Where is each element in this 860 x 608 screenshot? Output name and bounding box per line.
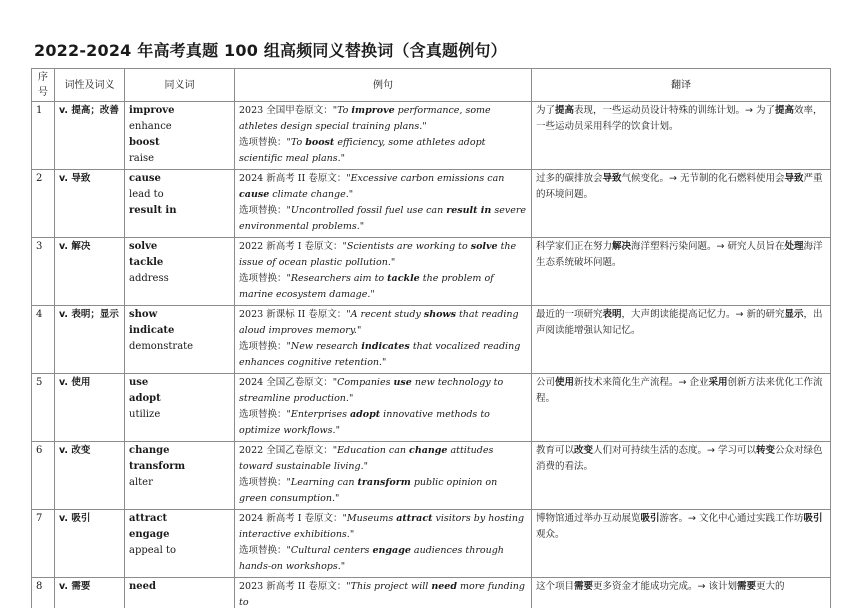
example-text: "Uncontrolled fossil fuel use can xyxy=(286,205,447,216)
synonym-word: indicate xyxy=(129,325,175,336)
table-row xyxy=(32,510,831,578)
example-source-label: 2022 全国乙卷原文： xyxy=(239,445,333,456)
example-replacement xyxy=(239,475,527,507)
example-keyword: improve xyxy=(351,105,395,116)
translation-text: 更大的 xyxy=(756,581,785,592)
translation-keyword: 使用 xyxy=(555,377,575,388)
example-text: "New research xyxy=(286,341,362,352)
synonym-word: engage xyxy=(129,529,170,540)
translation-text: 新技术来简化生产流程。→ 企业 xyxy=(574,377,709,388)
translation-keyword: 吸引 xyxy=(640,513,660,524)
translation-cell xyxy=(532,442,831,510)
example-text: "Education can xyxy=(332,445,410,456)
table-row xyxy=(32,578,831,608)
translation-keyword: 导致 xyxy=(602,173,622,184)
synonym-word: raise xyxy=(129,153,154,164)
document-title: 2022-2024 年高考真题 100 组高频同义替换词（含真题例句） xyxy=(34,41,507,60)
example-text: "Researchers aim to xyxy=(286,273,388,284)
synonym-word: result in xyxy=(129,205,177,216)
example-replacement xyxy=(239,543,527,575)
part-of-speech: v. 使用 xyxy=(55,374,125,442)
synonym-word: boost xyxy=(129,137,160,148)
example-keyword: change xyxy=(409,445,448,456)
translation-text: 科学家们正在努力 xyxy=(536,241,613,252)
translation-text: 观众。 xyxy=(536,529,565,540)
row-number: 3 xyxy=(32,238,55,306)
translation-keyword: 导致 xyxy=(784,173,804,184)
synonym-word: cause xyxy=(129,173,161,184)
example-text: "Companies xyxy=(332,377,394,388)
row-number: 7 xyxy=(32,510,55,578)
example-original xyxy=(239,375,527,407)
example-original xyxy=(239,307,527,339)
example-text: climate change." xyxy=(269,189,354,200)
example-text: audiences through hands-on workshops." xyxy=(239,545,504,572)
header-pos: 词性及词义 xyxy=(55,69,125,102)
translation-text: 气候变化。→ 无节制的化石燃料使用会 xyxy=(621,173,785,184)
part-of-speech: v. 需要 xyxy=(55,578,125,608)
part-of-speech: v. 吸引 xyxy=(55,510,125,578)
translation-text: ，出声阅读能增强认知记忆。 xyxy=(536,309,823,336)
example-text: "Scientists are working to xyxy=(342,241,471,252)
example-source-label: 2024 新高考 II 卷原文： xyxy=(239,173,347,184)
translation-text: 为了 xyxy=(536,105,556,116)
example-replacement xyxy=(239,407,527,439)
example-text: the issue of ocean plastic pollution." xyxy=(239,241,517,268)
translation-text: 创新方法来优化工作流程。 xyxy=(536,377,823,404)
example-cell xyxy=(235,238,532,306)
translation-cell xyxy=(532,102,831,170)
translation-keyword: 表明 xyxy=(602,309,622,320)
table-header-row xyxy=(32,69,831,102)
example-text: the problem of marine ecosystem damage." xyxy=(239,273,494,300)
example-text: "Enterprises xyxy=(286,409,350,420)
example-keyword: cause xyxy=(239,189,270,200)
translation-text: 效率，一些运动员采用科学的饮食计划。 xyxy=(536,105,823,132)
example-original xyxy=(239,103,527,135)
example-keyword: boost xyxy=(305,137,335,148)
table-row xyxy=(32,170,831,238)
example-text: that vocalized reading enhances cognitive retention." xyxy=(239,341,521,368)
translation-keyword: 提高 xyxy=(555,105,575,116)
synonyms-cell xyxy=(125,442,235,510)
synonym-word: improve xyxy=(129,105,175,116)
part-of-speech: v. 改变 xyxy=(55,442,125,510)
example-replacement xyxy=(239,339,527,371)
example-text: new technology to streamline production." xyxy=(239,377,504,404)
synonym-word: transform xyxy=(129,461,186,472)
example-text: severe environmental problems." xyxy=(239,205,526,232)
example-text: attitudes toward sustainable living." xyxy=(239,445,494,472)
table-row xyxy=(32,102,831,170)
table-row xyxy=(32,442,831,510)
synonyms-cell xyxy=(125,306,235,374)
synonym-word: demonstrate xyxy=(129,341,194,352)
example-text: "Museums xyxy=(342,513,397,524)
example-source-label: 2022 新高考 I 卷原文： xyxy=(239,241,343,252)
translation-keyword: 解决 xyxy=(612,241,632,252)
header-example: 例句 xyxy=(235,69,532,102)
translation-keyword: 显示 xyxy=(784,309,804,320)
example-replacement xyxy=(239,203,527,235)
table-row xyxy=(32,306,831,374)
example-keyword: result in xyxy=(446,205,492,216)
translation-text: 人们对可持续生活的态度。→ 学习可以 xyxy=(593,445,757,456)
table-row xyxy=(32,374,831,442)
example-cell xyxy=(235,510,532,578)
translation-text: 严重的环境问题。 xyxy=(536,173,823,200)
translation-text: 这个项目 xyxy=(536,581,575,592)
synonyms-cell xyxy=(125,374,235,442)
example-keyword: transform xyxy=(357,477,411,488)
synonyms-cell xyxy=(125,238,235,306)
row-number: 6 xyxy=(32,442,55,510)
part-of-speech: v. 表明；显示 xyxy=(55,306,125,374)
synonym-word: change xyxy=(129,445,170,456)
example-keyword: indicates xyxy=(361,341,410,352)
synonym-table xyxy=(31,68,831,608)
translation-keyword: 采用 xyxy=(708,377,728,388)
example-source-label: 2023 新高考 II 卷原文： xyxy=(239,581,347,592)
row-number: 4 xyxy=(32,306,55,374)
translation-keyword: 转变 xyxy=(756,445,776,456)
example-keyword: shows xyxy=(423,309,456,320)
example-text: "Excessive carbon emissions can xyxy=(346,173,505,184)
translation-cell xyxy=(532,510,831,578)
translation-keyword: 提高 xyxy=(775,105,795,116)
translation-cell xyxy=(532,374,831,442)
synonym-word: adopt xyxy=(129,393,161,404)
synonym-word: address xyxy=(129,273,169,284)
translation-text: 公众对绿色消费的看法。 xyxy=(536,445,823,472)
row-number: 5 xyxy=(32,374,55,442)
translation-text: 教育可以 xyxy=(536,445,575,456)
replacement-label: 选项替换： xyxy=(239,477,287,488)
row-number: 8 xyxy=(32,578,55,608)
example-original xyxy=(239,443,527,475)
example-keyword: adopt xyxy=(349,409,381,420)
example-text: innovative methods to optimize workflows." xyxy=(239,409,490,436)
example-text: "A recent study xyxy=(346,309,424,320)
translation-keyword: 需要 xyxy=(737,581,757,592)
translation-cell xyxy=(532,578,831,608)
translation-text: 过多的碳排放会 xyxy=(536,173,603,184)
translation-text: 更多资金才能成功完成。→ 该计划 xyxy=(593,581,738,592)
example-keyword: use xyxy=(393,377,412,388)
translation-keyword: 处理 xyxy=(784,241,804,252)
example-keyword: tackle xyxy=(387,273,420,284)
translation-keyword: 吸引 xyxy=(803,513,823,524)
table-row xyxy=(32,238,831,306)
example-original xyxy=(239,239,527,271)
synonym-word: use xyxy=(129,377,149,388)
translation-keyword: 需要 xyxy=(574,581,594,592)
example-keyword: solve xyxy=(470,241,498,252)
example-text: more funding to xyxy=(239,581,525,608)
translation-text: 公司 xyxy=(536,377,556,388)
header-num: 序号 xyxy=(32,69,55,102)
example-text: performance, some athletes design special training plans." xyxy=(239,105,491,132)
replacement-label: 选项替换： xyxy=(239,409,287,420)
synonym-word: need xyxy=(129,581,156,592)
synonyms-cell xyxy=(125,170,235,238)
replacement-label: 选项替换： xyxy=(239,205,287,216)
replacement-label: 选项替换： xyxy=(239,137,287,148)
example-source-label: 2023 新课标 II 卷原文： xyxy=(239,309,347,320)
example-source-label: 2024 全国乙卷原文： xyxy=(239,377,333,388)
translation-keyword: 改变 xyxy=(574,445,594,456)
synonym-word: utilize xyxy=(129,409,161,420)
example-text: efficiency, some athletes adopt scientific meal plans." xyxy=(239,137,486,164)
translation-cell xyxy=(532,238,831,306)
example-original xyxy=(239,579,527,608)
example-text: public opinion on green consumption." xyxy=(239,477,498,504)
row-number: 2 xyxy=(32,170,55,238)
example-cell xyxy=(235,578,532,608)
replacement-label: 选项替换： xyxy=(239,545,287,556)
example-text: "To xyxy=(332,105,352,116)
table-body xyxy=(32,102,831,608)
example-text: visitors by hosting interactive exhibitions." xyxy=(239,513,525,540)
example-cell xyxy=(235,442,532,510)
synonym-word: attract xyxy=(129,513,168,524)
example-text: "Learning can xyxy=(286,477,358,488)
example-original xyxy=(239,511,527,543)
example-cell xyxy=(235,374,532,442)
example-replacement xyxy=(239,135,527,167)
example-text: "This project will xyxy=(346,581,432,592)
synonym-word: show xyxy=(129,309,158,320)
replacement-label: 选项替换： xyxy=(239,273,287,284)
example-cell xyxy=(235,306,532,374)
translation-text: ，大声朗读能提高记忆力。→ 新的研究 xyxy=(621,309,785,320)
row-number: 1 xyxy=(32,102,55,170)
synonym-word: lead to xyxy=(129,189,164,200)
example-cell xyxy=(235,102,532,170)
translation-text: 最近的一项研究 xyxy=(536,309,603,320)
synonym-word: appeal to xyxy=(129,545,177,556)
synonyms-cell xyxy=(125,102,235,170)
example-cell xyxy=(235,170,532,238)
synonym-word: solve xyxy=(129,241,158,252)
example-keyword: need xyxy=(431,581,457,592)
translation-cell xyxy=(532,170,831,238)
header-translation: 翻译 xyxy=(532,69,831,102)
synonym-word: tackle xyxy=(129,257,164,268)
example-source-label: 2023 全国甲卷原文： xyxy=(239,105,333,116)
part-of-speech: v. 导致 xyxy=(55,170,125,238)
translation-text: 海洋生态系统破坏问题。 xyxy=(536,241,823,268)
synonym-word: alter xyxy=(129,477,153,488)
example-keyword: engage xyxy=(372,545,411,556)
header-synonyms: 同义词 xyxy=(125,69,235,102)
example-source-label: 2024 新高考 I 卷原文： xyxy=(239,513,343,524)
replacement-label: 选项替换： xyxy=(239,341,287,352)
synonyms-cell xyxy=(125,578,235,608)
example-replacement xyxy=(239,271,527,303)
translation-text: 博物馆通过举办互动展览 xyxy=(536,513,641,524)
example-text: "Cultural centers xyxy=(286,545,373,556)
translation-text: 海洋塑料污染问题。→ 研究人员旨在 xyxy=(631,241,785,252)
part-of-speech: v. 解决 xyxy=(55,238,125,306)
part-of-speech: v. 提高；改善 xyxy=(55,102,125,170)
synonyms-cell xyxy=(125,510,235,578)
example-keyword: attract xyxy=(396,513,433,524)
example-text: that reading aloud improves memory." xyxy=(239,309,519,336)
example-text: "To xyxy=(286,137,306,148)
translation-text: 表现，一些运动员设计特殊的训练计划。→ 为了 xyxy=(574,105,776,116)
translation-cell xyxy=(532,306,831,374)
synonym-word: enhance xyxy=(129,121,172,132)
example-original xyxy=(239,171,527,203)
translation-text: 游客。→ 文化中心通过实践工作坊 xyxy=(659,513,804,524)
